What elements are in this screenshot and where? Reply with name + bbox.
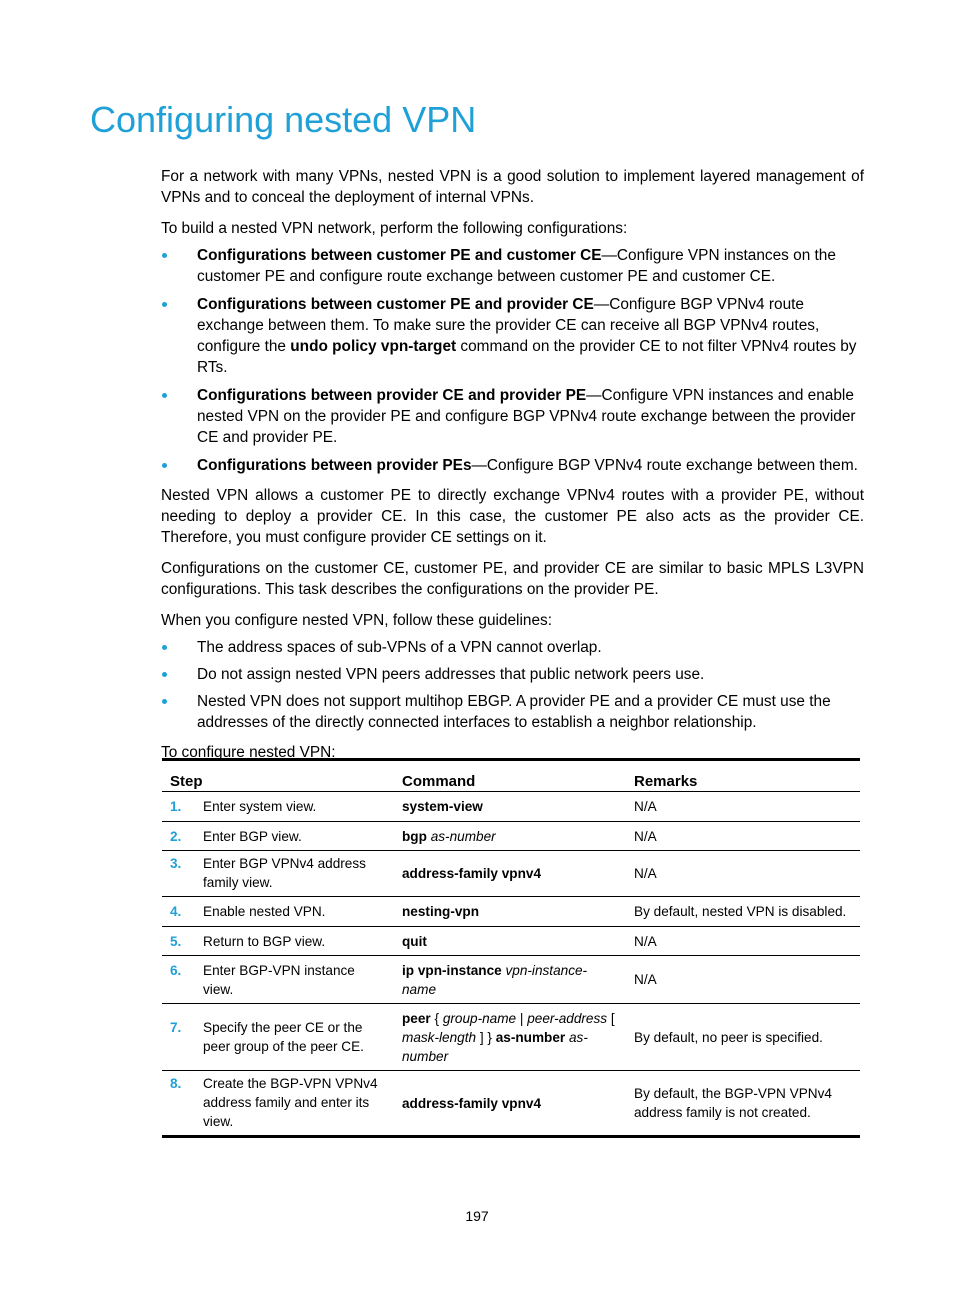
list-item: Configurations between provider CE and provider PE—Configure VPN instances and enable nested VPN on the provider PE and configure BGP VPNv4 route exchange between the provider CE and provider PE. bbox=[161, 385, 864, 448]
table-row bbox=[162, 1004, 860, 1071]
command-part: [ bbox=[607, 1010, 615, 1026]
command-part: system-view bbox=[402, 799, 483, 814]
step-description: Return to BGP view. bbox=[203, 934, 326, 949]
step-number: 8. bbox=[170, 1076, 182, 1091]
remarks-cell: N/A bbox=[626, 956, 860, 1004]
guidelines-intro: When you configure nested VPN, follow these guidelines: bbox=[161, 612, 552, 629]
intro-paragraph: For a network with many VPNs, nested VPN is a good solution to implement layered management of VPNs and to conceal the deployment of internal VPNs. bbox=[161, 168, 864, 206]
header-command: Command bbox=[394, 760, 626, 792]
page-number: 197 bbox=[465, 1208, 489, 1224]
nested-vpn-paragraph: Nested VPN allows a customer PE to directly exchange VPNv4 routes with a provider PE, without needing to deploy a provider CE. In this case, the customer PE also acts as the provider CE. Therefore, you must configure provider CE settings on it. bbox=[161, 487, 864, 546]
command-part: address-family vpnv4 bbox=[402, 866, 542, 881]
remarks-cell: By default, no peer is specified. bbox=[626, 1004, 860, 1071]
command-part: peer bbox=[402, 1010, 431, 1026]
step-description: Specify the peer CE or the peer group of the peer CE. bbox=[203, 1020, 364, 1054]
remarks-cell: N/A bbox=[626, 851, 860, 897]
page-title: Configuring nested VPN bbox=[90, 99, 477, 140]
command-cell bbox=[394, 956, 626, 1004]
command-part: peer-address bbox=[527, 1010, 608, 1026]
table-row bbox=[162, 956, 860, 1004]
bullet-icon bbox=[162, 253, 167, 258]
bullet-icon bbox=[162, 699, 167, 704]
command-cell bbox=[394, 851, 626, 897]
remarks-cell: N/A bbox=[626, 927, 860, 956]
step-number: 1. bbox=[170, 799, 182, 814]
remarks-cell: By default, nested VPN is disabled. bbox=[626, 897, 860, 927]
step-cell bbox=[162, 851, 394, 897]
header-remarks: Remarks bbox=[626, 760, 860, 792]
command-part: quit bbox=[402, 933, 427, 949]
command-part: address-family vpnv4 bbox=[402, 1095, 542, 1111]
step-description: Enter BGP view. bbox=[203, 829, 302, 844]
list-item: The address spaces of sub-VPNs of a VPN cannot overlap. bbox=[161, 637, 864, 658]
step-description: Enable nested VPN. bbox=[203, 904, 326, 919]
header-step: Step bbox=[162, 760, 394, 792]
remarks-cell: By default, the BGP-VPN VPNv4 address family is not created. bbox=[626, 1071, 860, 1137]
step-cell bbox=[162, 822, 394, 851]
command-part: group-name bbox=[442, 1010, 517, 1026]
remarks-cell: N/A bbox=[626, 822, 860, 851]
command-part: vpn-instance-name bbox=[402, 962, 588, 997]
command-part: as-number bbox=[426, 828, 496, 844]
step-number: 4. bbox=[170, 904, 182, 919]
table-header-row bbox=[162, 760, 860, 792]
step-cell bbox=[162, 792, 394, 822]
configurations-paragraph: Configurations on the customer CE, customer PE, and provider CE are similar to basic MPLS L3VPN configurations. This task describes the configurations on the provider PE. bbox=[161, 560, 864, 598]
bullet-icon bbox=[162, 393, 167, 398]
command-part: mask-length bbox=[402, 1029, 477, 1045]
command-cell bbox=[394, 1071, 626, 1137]
command-part: ] } bbox=[476, 1029, 496, 1045]
command-part: { bbox=[430, 1010, 443, 1026]
step-number: 5. bbox=[170, 934, 182, 949]
bullet-icon bbox=[162, 645, 167, 650]
command-part: bgp bbox=[402, 828, 427, 844]
step-number: 6. bbox=[170, 963, 182, 978]
step-cell bbox=[162, 927, 394, 956]
config-intro: To build a nested VPN network, perform the following configurations: bbox=[161, 220, 628, 237]
list-item: Configurations between customer PE and provider CE—Configure BGP VPNv4 route exchange between them. To make sure the provider CE can receive all BGP VPNv4 routes, configure the undo policy vpn-target command on the provider CE to not filter VPNv4 routes by RTs. bbox=[161, 294, 864, 378]
steps-table bbox=[162, 758, 860, 1138]
list-item: Do not assign nested VPN peers addresses that public network peers use. bbox=[161, 664, 864, 685]
list-item: Configurations between provider PEs—Configure BGP VPNv4 route exchange between them. bbox=[161, 455, 864, 476]
table-row bbox=[162, 897, 860, 927]
procedure-intro: To configure nested VPN: bbox=[161, 744, 336, 761]
step-number: 2. bbox=[170, 829, 182, 844]
step-description: Create the BGP-VPN VPNv4 address family and enter its view. bbox=[203, 1076, 378, 1129]
bullet-icon bbox=[162, 463, 167, 468]
command-cell bbox=[394, 897, 626, 927]
table-row bbox=[162, 927, 860, 956]
command-cell bbox=[394, 1004, 626, 1071]
step-number: 3. bbox=[170, 856, 182, 871]
bullet-icon bbox=[162, 672, 167, 677]
list-item: Nested VPN does not support multihop EBGP. A provider PE and a provider CE must use the addresses of the directly connected interfaces to establish a neighbor relationship. bbox=[161, 691, 864, 733]
step-cell bbox=[162, 1004, 394, 1071]
step-description: Enter BGP VPNv4 address family view. bbox=[203, 856, 366, 890]
step-description: Enter system view. bbox=[203, 799, 317, 814]
command-part: as-number bbox=[402, 1029, 588, 1064]
step-cell bbox=[162, 897, 394, 927]
step-number: 7. bbox=[170, 1020, 182, 1035]
table-row bbox=[162, 822, 860, 851]
command-part: nesting-vpn bbox=[402, 904, 480, 919]
command-cell bbox=[394, 792, 626, 822]
command-part: as-number bbox=[495, 1029, 566, 1045]
step-description: Enter BGP-VPN instance view. bbox=[203, 963, 355, 997]
command-cell bbox=[394, 927, 626, 956]
remarks-cell: N/A bbox=[626, 792, 860, 822]
step-cell bbox=[162, 1071, 394, 1137]
bullet-icon bbox=[162, 302, 167, 307]
table-row bbox=[162, 851, 860, 897]
command-part: ip vpn-instance bbox=[402, 962, 502, 978]
table-body bbox=[162, 792, 860, 1137]
list-item: Configurations between customer PE and customer CE—Configure VPN instances on the customer PE and configure route exchange between customer PE and customer CE. bbox=[161, 245, 864, 287]
configurations-list bbox=[161, 245, 864, 476]
table-row bbox=[162, 792, 860, 822]
command-part: | bbox=[516, 1010, 528, 1026]
command-cell bbox=[394, 822, 626, 851]
step-cell bbox=[162, 956, 394, 1004]
guidelines-list bbox=[161, 637, 864, 733]
main-content bbox=[161, 166, 864, 763]
table-row bbox=[162, 1071, 860, 1137]
